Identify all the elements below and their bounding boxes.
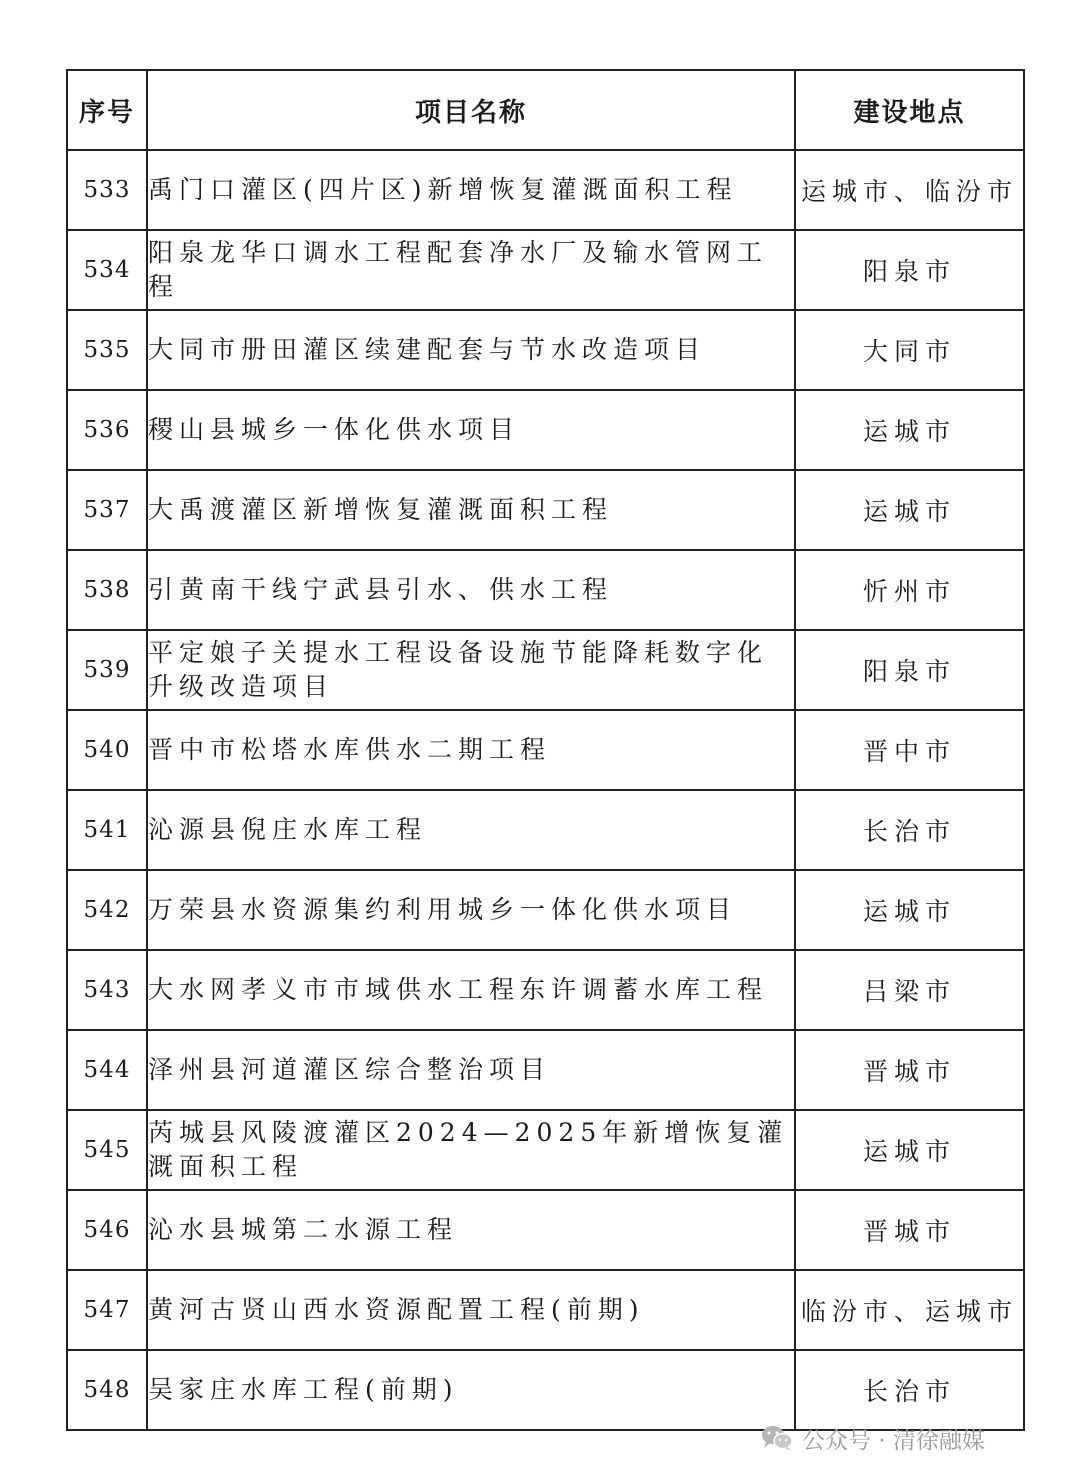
row-location: 运城市、临汾市: [795, 150, 1024, 230]
table-row: [67, 950, 1024, 1030]
header-index: 序号: [67, 70, 147, 150]
row-location: 晋城市: [795, 1190, 1024, 1270]
row-index: 539: [67, 630, 147, 710]
row-project-name: 大同市册田灌区续建配套与节水改造项目: [147, 310, 795, 390]
row-index: 542: [67, 870, 147, 950]
table-row: [67, 790, 1024, 870]
table-row: [67, 310, 1024, 390]
row-index: 545: [67, 1110, 147, 1190]
row-location: 忻州市: [795, 550, 1024, 630]
row-project-name: 万荣县水资源集约利用城乡一体化供水项目: [147, 870, 795, 950]
table-row: [67, 550, 1024, 630]
table-row: [67, 150, 1024, 230]
row-project-name: 吴家庄水库工程(前期): [147, 1350, 795, 1430]
row-location: 运城市: [795, 390, 1024, 470]
row-location: 运城市: [795, 870, 1024, 950]
row-index: 547: [67, 1270, 147, 1350]
row-index: 546: [67, 1190, 147, 1270]
watermark: [760, 1418, 1060, 1458]
table-row: [67, 1030, 1024, 1110]
row-project-name: 大水网孝义市市域供水工程东许调蓄水库工程: [147, 950, 795, 1030]
row-index: 544: [67, 1030, 147, 1110]
row-location: 吕梁市: [795, 950, 1024, 1030]
row-project-name: 稷山县城乡一体化供水项目: [147, 390, 795, 470]
row-location: 长治市: [795, 790, 1024, 870]
row-index: 533: [67, 150, 147, 230]
table-row: [67, 710, 1024, 790]
row-location: 阳泉市: [795, 630, 1024, 710]
row-index: 535: [67, 310, 147, 390]
row-project-name: 沁水县城第二水源工程: [147, 1190, 795, 1270]
row-index: 540: [67, 710, 147, 790]
table-row: [67, 870, 1024, 950]
wechat-icon: [760, 1423, 794, 1453]
row-index: 534: [67, 230, 147, 310]
row-project-name: 引黄南干线宁武县引水、供水工程: [147, 550, 795, 630]
row-index: 538: [67, 550, 147, 630]
table-row: [67, 470, 1024, 550]
row-location: 大同市: [795, 310, 1024, 390]
row-location: 长治市: [795, 1350, 1024, 1430]
row-project-name: 平定娘子关提水工程设备设施节能降耗数字化升级改造项目: [147, 630, 795, 710]
table-row: [67, 390, 1024, 470]
row-location: 临汾市、运城市: [795, 1270, 1024, 1350]
row-location: 晋中市: [795, 710, 1024, 790]
row-project-name: 阳泉龙华口调水工程配套净水厂及输水管网工程: [147, 230, 795, 310]
row-project-name: 禹门口灌区(四片区)新增恢复灌溉面积工程: [147, 150, 795, 230]
row-project-name: 黄河古贤山西水资源配置工程(前期): [147, 1270, 795, 1350]
row-index: 537: [67, 470, 147, 550]
row-index: 541: [67, 790, 147, 870]
header-project-name: 项目名称: [147, 70, 795, 150]
row-location: 阳泉市: [795, 230, 1024, 310]
row-project-name: 沁源县倪庄水库工程: [147, 790, 795, 870]
table-row: [67, 630, 1024, 710]
table-row: [67, 230, 1024, 310]
row-project-name: 大禹渡灌区新增恢复灌溉面积工程: [147, 470, 795, 550]
row-project-name: 晋中市松塔水库供水二期工程: [147, 710, 795, 790]
row-index: 548: [67, 1350, 147, 1430]
row-index: 536: [67, 390, 147, 470]
header-location: 建设地点: [795, 70, 1024, 150]
table-row: [67, 1270, 1024, 1350]
table-row: [67, 1190, 1024, 1270]
row-project-name: 泽州县河道灌区综合整治项目: [147, 1030, 795, 1110]
table-row: [67, 1110, 1024, 1190]
row-index: 543: [67, 950, 147, 1030]
row-location: 运城市: [795, 470, 1024, 550]
row-project-name: 芮城县风陵渡灌区2024—2025年新增恢复灌溉面积工程: [147, 1110, 795, 1190]
project-table: [66, 69, 1025, 1431]
watermark-text: 公众号 · 清徐融媒: [802, 1427, 985, 1454]
table-header-row: [67, 70, 1024, 150]
row-location: 晋城市: [795, 1030, 1024, 1110]
row-location: 运城市: [795, 1110, 1024, 1190]
